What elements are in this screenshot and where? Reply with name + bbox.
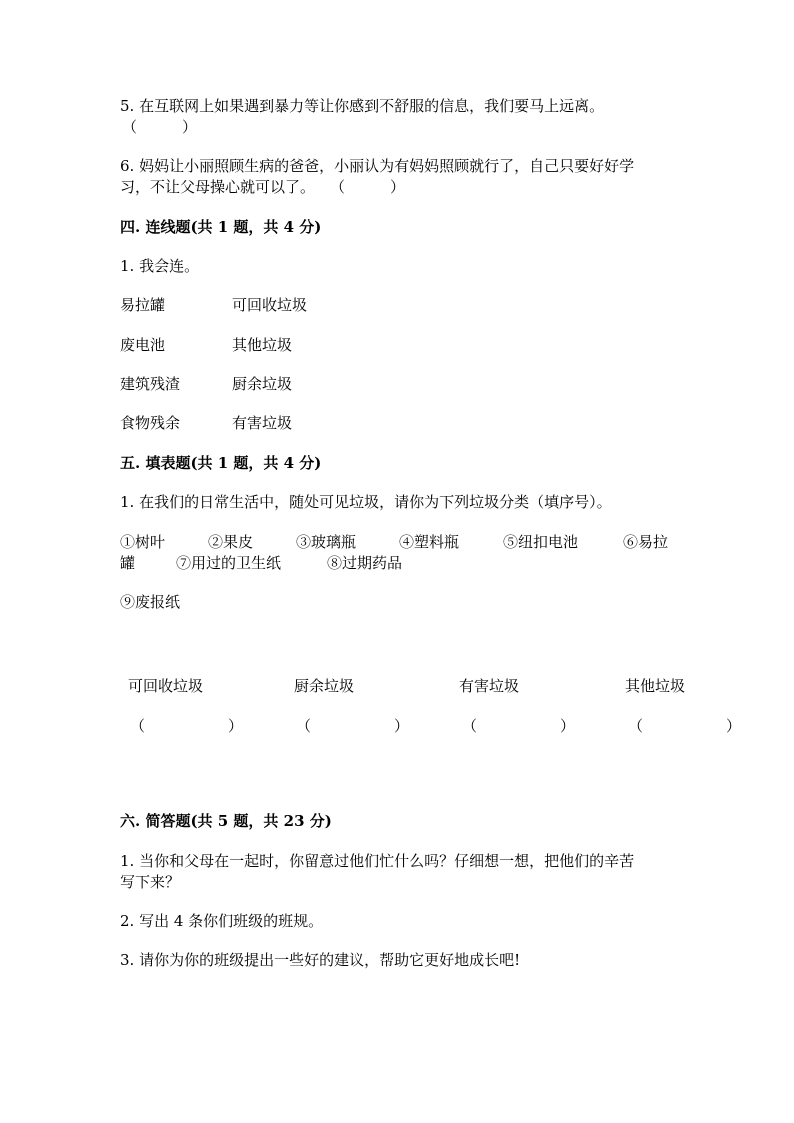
item: ⑧过期药品 bbox=[327, 554, 403, 572]
section-6-q3: 3. 请你为你的班级提出一些好的建议，帮助它更好地成长吧! bbox=[120, 951, 521, 969]
match-left-item: 废电池 bbox=[120, 336, 166, 354]
category-header: 厨余垃圾 bbox=[294, 677, 355, 695]
category-header: 有害垃圾 bbox=[459, 677, 520, 695]
match-right-item: 其他垃圾 bbox=[232, 336, 293, 354]
blank-open: （ bbox=[130, 717, 146, 735]
q6-text-line1: 6. 妈妈让小丽照顾生病的爸爸，小丽认为有妈妈照顾就行了，自己只要好好学 bbox=[120, 157, 635, 175]
match-left-item: 建筑残渣 bbox=[120, 375, 181, 393]
section-6-title: 六. 简答题(共 5 题，共 23 分) bbox=[120, 812, 332, 830]
item: ⑨废报纸 bbox=[120, 593, 181, 611]
item: ⑤纽扣电池 bbox=[503, 533, 579, 551]
section-5-q1: 1. 在我们的日常生活中，随处可见垃圾，请你为下列垃圾分类（填序号）。 bbox=[120, 493, 612, 511]
blank-close: ） bbox=[726, 717, 742, 735]
item: ⑦用过的卫生纸 bbox=[176, 554, 282, 572]
item: ②果皮 bbox=[208, 533, 254, 551]
item: ④塑料瓶 bbox=[399, 533, 460, 551]
category-header: 可回收垃圾 bbox=[128, 677, 204, 695]
blank-open: （ bbox=[462, 717, 478, 735]
blank-open: （ bbox=[628, 717, 644, 735]
match-left-item: 食物残余 bbox=[120, 414, 181, 432]
q6-text-line2: 习，不让父母操心就可以了。 （ ） bbox=[120, 178, 406, 196]
blank-close: ） bbox=[394, 717, 410, 735]
item: ①树叶 bbox=[120, 533, 166, 551]
category-header: 其他垃圾 bbox=[625, 677, 686, 695]
match-right-item: 可回收垃圾 bbox=[232, 296, 308, 314]
section-6-q1-line2: 写下来？ bbox=[120, 873, 181, 891]
blank-open: （ bbox=[296, 717, 312, 735]
section-4-q1: 1. 我会连。 bbox=[120, 257, 200, 275]
blank-close: ） bbox=[228, 717, 244, 735]
q5-text: 5. 在互联网上如果遇到暴力等让你感到不舒服的信息，我们要马上远离。 bbox=[120, 97, 605, 115]
section-4-title: 四. 连线题(共 1 题，共 4 分) bbox=[120, 218, 322, 236]
blank-close: ） bbox=[560, 717, 576, 735]
section-6-q2: 2. 写出 4 条你们班级的班规。 bbox=[120, 912, 324, 930]
match-right-item: 厨余垃圾 bbox=[232, 375, 293, 393]
section-6-q1-line1: 1. 当你和父母在一起时，你留意过他们忙什么吗？仔细想一想，把他们的辛苦 bbox=[120, 852, 635, 870]
match-right-item: 有害垃圾 bbox=[232, 414, 293, 432]
item: ③玻璃瓶 bbox=[296, 533, 357, 551]
section-5-title: 五. 填表题(共 1 题，共 4 分) bbox=[120, 454, 322, 472]
item: 罐 bbox=[120, 554, 136, 572]
item: ⑥易拉 bbox=[623, 533, 669, 551]
match-left-item: 易拉罐 bbox=[120, 296, 166, 314]
q5-answer-blank: （ ） bbox=[122, 118, 198, 136]
